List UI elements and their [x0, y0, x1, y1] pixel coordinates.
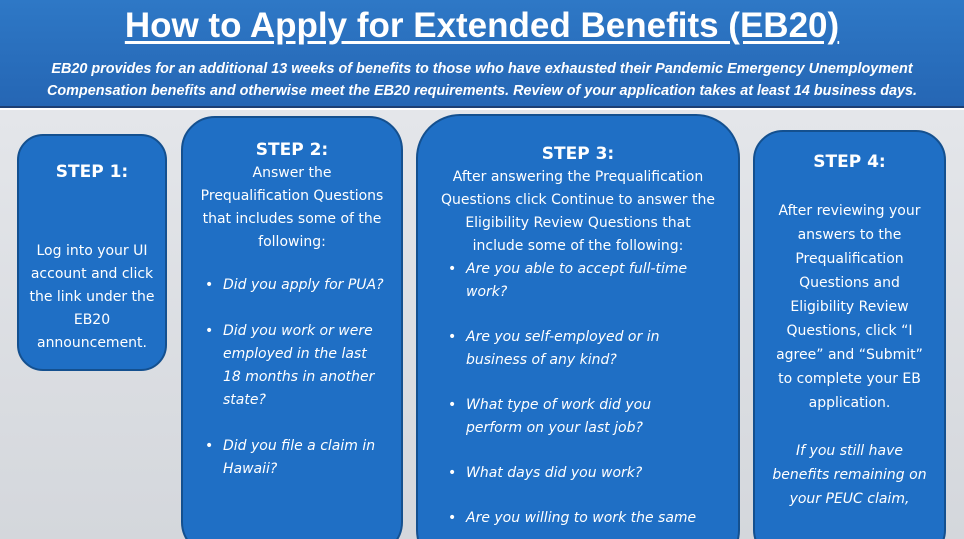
step-1-card	[17, 134, 167, 371]
page-subtitle: EB20 provides for an additional 13 weeks of benefits to those who have exhausted their Pandemic Emergency Unemployment Compensation benefits and otherwise meet the EB20 requirements. Review of your application takes at least 14 business days.	[46, 61, 918, 99]
step-3-text: After answering the Prequalification Questions click Continue to answer the Eligibility Review Questions that include some of the following:	[441, 169, 715, 254]
step-2-question: • Did you file a claim in Hawaii?	[199, 435, 387, 481]
step-2-question-list	[199, 274, 387, 481]
step-4-title: STEP 4:	[813, 152, 886, 172]
page-title: How to Apply for Extended Benefits (EB20)	[124, 6, 840, 45]
title-banner	[0, 0, 964, 108]
step-3-question: • Are you willing to work the same	[442, 507, 704, 530]
step-2-question: • Did you apply for PUA?	[199, 274, 387, 297]
step-2-title: STEP 2:	[255, 140, 329, 160]
step-4-card	[753, 130, 946, 539]
step-3-title: STEP 3:	[541, 144, 615, 164]
step-2-question: • Did you work or were employed in the last 18 months in another state?	[199, 320, 387, 412]
step-2-text: Answer the Prequalification Questions that includes some of the following:	[200, 165, 384, 250]
step-3-question: • Are you able to accept full-time work?	[442, 258, 704, 304]
step-4-text: After reviewing your answers to the Prequalification Questions and Eligibility Review Questions, click “I agree” and “Submit” to complete your EB application.	[776, 203, 923, 411]
step-1-text: Log into your UI account and click the link under the EB20 announcement.	[29, 243, 155, 351]
step-3-question-list	[442, 258, 704, 530]
steps-panel	[0, 110, 964, 539]
step-3-question: • What type of work did you perform on your last job?	[442, 394, 704, 440]
step-3-card	[416, 114, 740, 539]
step-3-question: • What days did you work?	[442, 462, 704, 485]
step-2-card	[181, 116, 403, 539]
step-4-note: If you still have benefits remaining on your PEUC claim,	[772, 443, 927, 507]
step-3-question: • Are you self-employed or in business of any kind?	[442, 326, 704, 372]
step-1-title: STEP 1:	[55, 162, 129, 182]
